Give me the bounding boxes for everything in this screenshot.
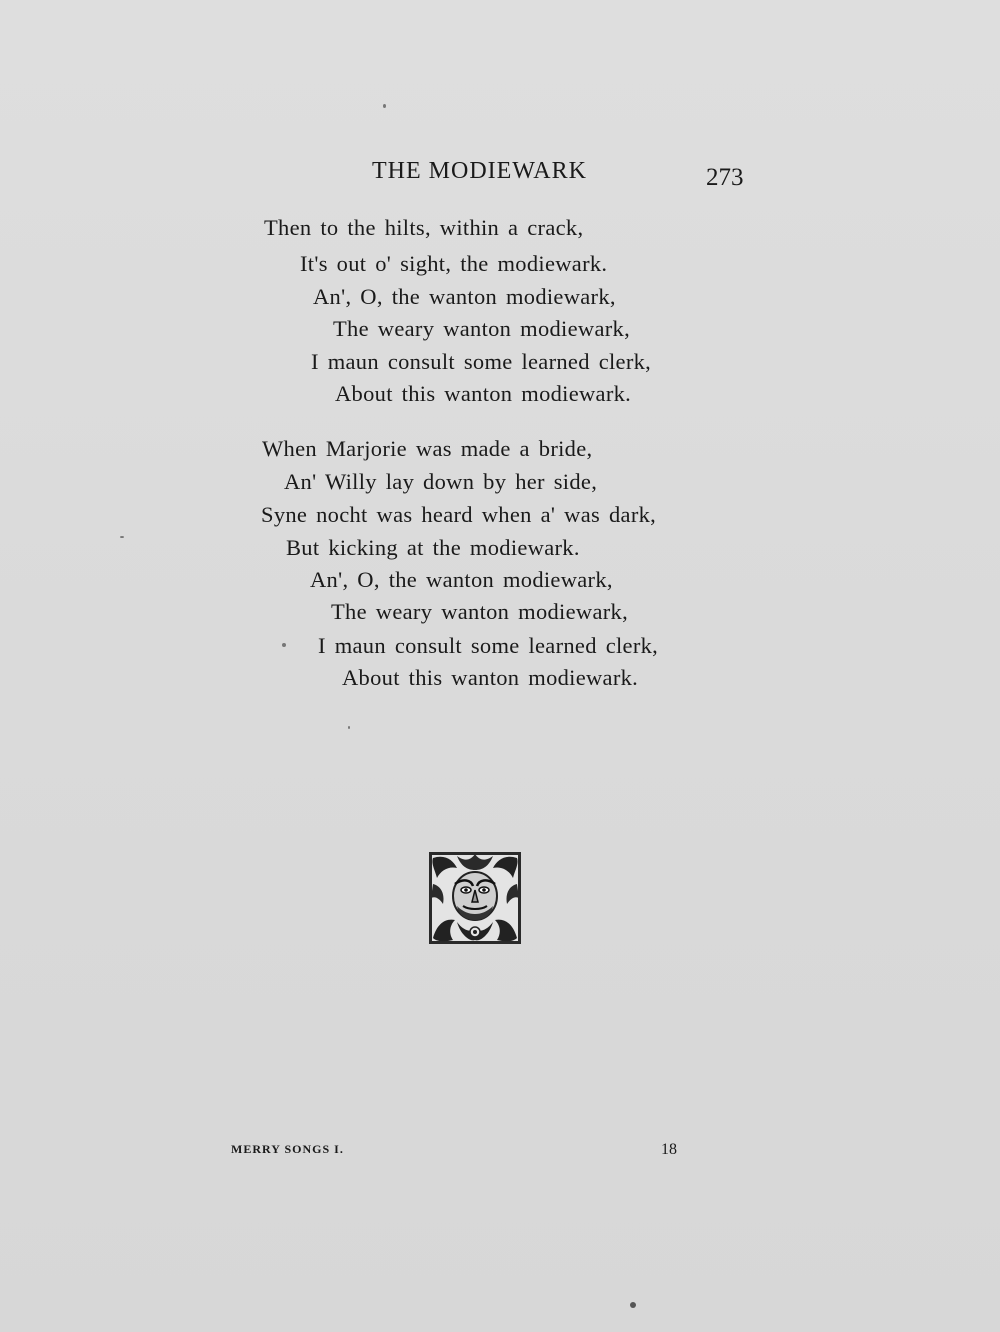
green-man-mask-icon xyxy=(427,850,523,946)
paper-speck xyxy=(282,643,286,647)
poem-line: When Marjorie was made a bride, xyxy=(262,436,593,461)
paper-speck xyxy=(120,536,124,538)
poem-line: I maun consult some learned clerk, xyxy=(318,633,659,658)
poem-line: The weary wanton modiewark, xyxy=(331,599,628,624)
sheet-number: 18 xyxy=(661,1141,677,1158)
poem-line: An', O, the wanton modiewark, xyxy=(313,284,616,309)
paper-speck xyxy=(348,726,350,729)
poem-line: Syne nocht was heard when a' was dark, xyxy=(261,502,657,527)
poem-line: The weary wanton modiewark, xyxy=(333,316,630,341)
poem-line: I maun consult some learned clerk, xyxy=(311,349,652,374)
poem-line: An', O, the wanton modiewark, xyxy=(310,567,613,592)
poem-line: An' Willy lay down by her side, xyxy=(284,469,598,494)
poem-line: Then to the hilts, within a crack, xyxy=(264,215,584,240)
poem-line: It's out o' sight, the modiewark. xyxy=(300,251,608,276)
page-number: 273 xyxy=(706,164,744,191)
paper-speck xyxy=(383,104,386,108)
paper-speck xyxy=(630,1302,636,1308)
running-title: THE MODIEWARK xyxy=(372,158,587,184)
poem-line: About this wanton modiewark. xyxy=(335,381,632,406)
poem-line: But kicking at the modiewark. xyxy=(286,535,580,560)
printer-signature-mark: MERRY SONGS I. xyxy=(231,1142,344,1156)
poem-line: About this wanton modiewark. xyxy=(342,665,639,690)
